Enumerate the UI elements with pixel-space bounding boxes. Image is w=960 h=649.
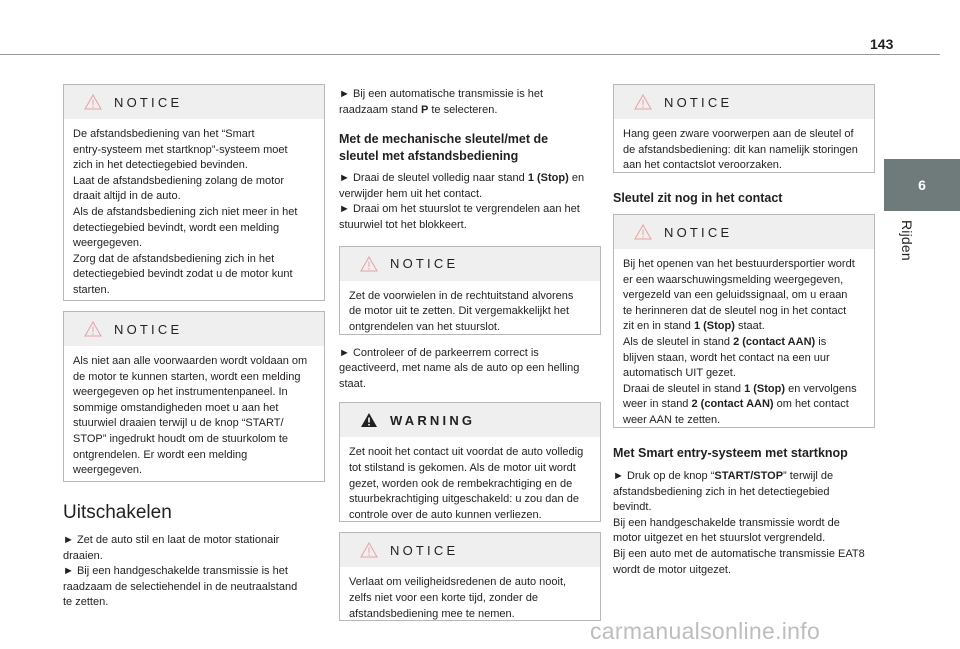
- notice-title: NOTICE: [664, 224, 733, 240]
- text-run: Als de sleutel in stand: [623, 335, 734, 348]
- text-line: te zetten.: [63, 596, 109, 609]
- text-line: Bij het openen van het bestuurdersportier wordt: [623, 258, 855, 270]
- notice-header: [64, 85, 324, 119]
- notice-box-5: [613, 84, 875, 173]
- notice-title: NOTICE: [390, 256, 459, 272]
- text-line: [623, 397, 866, 413]
- notice-header: [340, 247, 600, 281]
- caution-triangle-icon: [84, 94, 102, 110]
- text-line: Bij een auto met de automatische transmissie EAT8: [613, 547, 865, 560]
- text-line: weergegeven.: [73, 464, 143, 477]
- text-run: en: [568, 172, 585, 185]
- text-line: ontgrendelen van het stuurslot.: [349, 320, 501, 333]
- text-line: aan het contactslot veroorzaken.: [623, 159, 782, 172]
- text-line: weer AAN te zetten.: [623, 413, 721, 426]
- notice-body: [614, 119, 874, 182]
- text-line: weergegeven op het instrumentenpaneel. In: [73, 386, 288, 399]
- text-line: [623, 382, 866, 398]
- text-run: Draai de sleutel in stand: [623, 382, 745, 395]
- text-line: zich in het detectiegebied bevinden.: [73, 159, 248, 172]
- text-line: Verlaat om veiligheidsredenen de auto nooit,: [349, 576, 567, 589]
- text-line: Laat de afstandsbediening zolang de motor: [73, 174, 284, 187]
- text-line: Bij een handgeschakelde transmissie wordt de: [613, 516, 840, 529]
- notice-box-3: [339, 246, 601, 335]
- text-line: detectiegebied bevindt, wordt een melding: [73, 221, 280, 234]
- parking-brake-text: [339, 346, 601, 393]
- text-line: ► Zet de auto stil en laat de motor stationair: [63, 534, 280, 546]
- caution-triangle-icon: [634, 224, 652, 240]
- notice-title: NOTICE: [390, 542, 459, 558]
- caution-triangle-icon: [634, 94, 652, 110]
- text-line: entry-systeem met startknop”-systeem moet: [73, 143, 288, 156]
- page-number: 143: [870, 36, 894, 52]
- notice-header: [614, 215, 874, 249]
- notice-box-2: [63, 311, 325, 482]
- text-line: Zet nooit het contact uit voordat de auto volledig: [349, 446, 584, 459]
- text-line: geactiveerd, met name als de auto op een helling: [339, 362, 580, 375]
- text-line: motor uitgezet en het stuurslot vergrendeld.: [613, 532, 826, 545]
- warning-body: [340, 437, 600, 531]
- text-line: stuurwiel draaien terwijl u de knop “START/: [73, 417, 284, 430]
- text-line: ontgrendelen. Er wordt een melding: [73, 448, 248, 461]
- text-line: [339, 103, 601, 119]
- text-line: stuurwiel tot het blokkeert.: [339, 218, 467, 231]
- notice-body: [64, 346, 324, 487]
- text-line: [613, 469, 875, 485]
- text-line: afstandsbediening zich in het detectiegebied: [613, 485, 830, 498]
- column-3: [613, 84, 875, 578]
- text-line: [623, 319, 866, 335]
- warning-header: [340, 403, 600, 437]
- text-line: De afstandsbediening van het “Smart: [73, 128, 255, 140]
- text-line: Als de afstandsbediening zich niet meer in het: [73, 205, 298, 218]
- text-line: ► Controleer of de parkeerrem correct is: [339, 346, 539, 359]
- text-line: Zorg dat de afstandsbediening zich in het: [73, 252, 275, 265]
- text-line: staat.: [339, 377, 366, 390]
- text-line: tot stilstand is gekomen. Als de motor uit wordt: [349, 461, 576, 474]
- notice-header: [614, 85, 874, 119]
- text-run: raadzaam stand: [339, 103, 421, 116]
- text-run: is: [815, 335, 827, 348]
- text-run-bold: 1 (Stop): [527, 172, 569, 185]
- subheading-line: Met de mechanische sleutel/met de: [339, 132, 549, 147]
- column-2: [339, 87, 601, 621]
- caution-triangle-icon: [360, 542, 378, 558]
- text-line: bevindt.: [613, 501, 652, 514]
- text-line: ► Bij een automatische transmissie is het: [339, 88, 544, 100]
- warning-title: WARNING: [390, 412, 476, 428]
- text-line: controle over de auto kunnen verliezen.: [349, 508, 542, 521]
- notice-body: [64, 119, 324, 307]
- text-line: verwijder hem uit het contact.: [339, 187, 483, 200]
- top-rule: [0, 54, 940, 55]
- notice-box-1: [63, 84, 325, 301]
- text-run-bold: 2 (contact AAN): [733, 335, 816, 348]
- text-line: te herinneren dat de sleutel nog in het contact: [623, 304, 847, 317]
- notice-body: [340, 567, 600, 630]
- column-1: [63, 84, 325, 611]
- text-run-bold: 1 (Stop): [744, 382, 786, 395]
- text-run: om het contact: [773, 398, 849, 411]
- text-line: Hang geen zware voorwerpen aan de sleutel of: [623, 128, 854, 140]
- text-line: de afstandsbediening: dit kan namelijk storingen: [623, 143, 858, 156]
- text-line: stuurbekrachtiging uitgeschakeld: u zou dan de: [349, 493, 579, 506]
- text-line: draait altijd in de auto.: [73, 190, 181, 203]
- subheading: [339, 131, 601, 165]
- text-run-bold: 1 (Stop): [693, 320, 735, 333]
- text-run: ” terwijl de: [783, 470, 834, 482]
- chapter-number: 6: [918, 177, 926, 193]
- warning-triangle-icon: [360, 412, 378, 428]
- text-line: ► Draai om het stuurslot te vergrendelen aan het: [339, 203, 580, 216]
- subheading-line: sleutel met afstandsbediening: [339, 149, 519, 164]
- text-line: [623, 335, 866, 351]
- subheading: Met Smart entry-systeem met startknop: [613, 446, 848, 460]
- notice-header: [340, 533, 600, 567]
- text-run-bold: 2 (contact AAN): [691, 398, 774, 411]
- text-line: starten.: [73, 283, 110, 296]
- caution-triangle-icon: [360, 256, 378, 272]
- text-run-bold: P: [420, 103, 429, 116]
- text-line: detectiegebied bevindt zodat u de motor kunt: [73, 268, 293, 281]
- text-line: de motor uit te zetten. Dit vergemakkelijkt het: [349, 305, 570, 318]
- text-line: STOP” ingedrukt houdt om de stuurkolom te: [73, 432, 289, 445]
- text-run-bold: START/STOP: [714, 470, 784, 482]
- text-line: er een waarschuwingsmelding weergegeven,: [623, 273, 844, 286]
- text-line: weergegeven.: [73, 237, 143, 250]
- text-run: ► Draai de sleutel volledig naar stand: [339, 172, 528, 185]
- text-line: automatisch UIT gezet.: [623, 367, 736, 380]
- notice-box-6: [613, 214, 875, 428]
- text-run: staat.: [734, 320, 765, 333]
- text-run: weer in stand: [623, 398, 692, 411]
- notice-title: NOTICE: [664, 94, 733, 110]
- text-line: de motor te kunnen starten, wordt een melding: [73, 370, 301, 383]
- text-run: ► Druk op de knop “: [613, 470, 715, 482]
- text-line: [339, 171, 601, 187]
- text-line: Als niet aan alle voorwaarden wordt voldaan om: [73, 355, 308, 367]
- section-heading: Uitschakelen: [63, 502, 172, 523]
- text-line: ► Bij een handgeschakelde transmissie is het: [63, 565, 288, 578]
- text-line: raadzaam de selectiehendel in de neutraalstand: [63, 580, 298, 593]
- warning-box: [339, 402, 601, 522]
- text-line: zelfs niet voor een korte tijd, zonder de: [349, 591, 538, 604]
- notice-box-4: [339, 532, 601, 621]
- notice-body: [614, 249, 874, 437]
- text-run: zit en in stand: [623, 320, 694, 333]
- text-line: sommige omstandigheden moet u aan het: [73, 401, 279, 414]
- watermark: carmanualsonline.info: [590, 618, 821, 644]
- caution-triangle-icon: [84, 321, 102, 337]
- chapter-tab[interactable]: [884, 159, 960, 211]
- text-line: afstandsbediening mee te nemen.: [349, 607, 515, 620]
- text-line: Zet de voorwielen in de rechtuitstand alvorens: [349, 289, 574, 302]
- text-line: wordt de motor uitgezet.: [613, 563, 732, 576]
- subheading: Sleutel zit nog in het contact: [613, 191, 783, 205]
- notice-title: NOTICE: [114, 94, 183, 110]
- notice-title: NOTICE: [114, 321, 183, 337]
- text-line: gezet, worden ook de rembekrachtiging en de: [349, 477, 573, 490]
- notice-body: [340, 281, 600, 344]
- text-line: draaien.: [63, 549, 103, 562]
- text-run: te selecteren.: [428, 103, 498, 116]
- text-line: blijven staan, wordt het contact na een uur: [623, 351, 830, 364]
- text-line: vergezeld van een geluidssignaal, om u eraan: [623, 289, 848, 302]
- notice-header: [64, 312, 324, 346]
- chapter-label: Rijden: [899, 220, 915, 261]
- text-run: en vervolgens: [785, 382, 857, 395]
